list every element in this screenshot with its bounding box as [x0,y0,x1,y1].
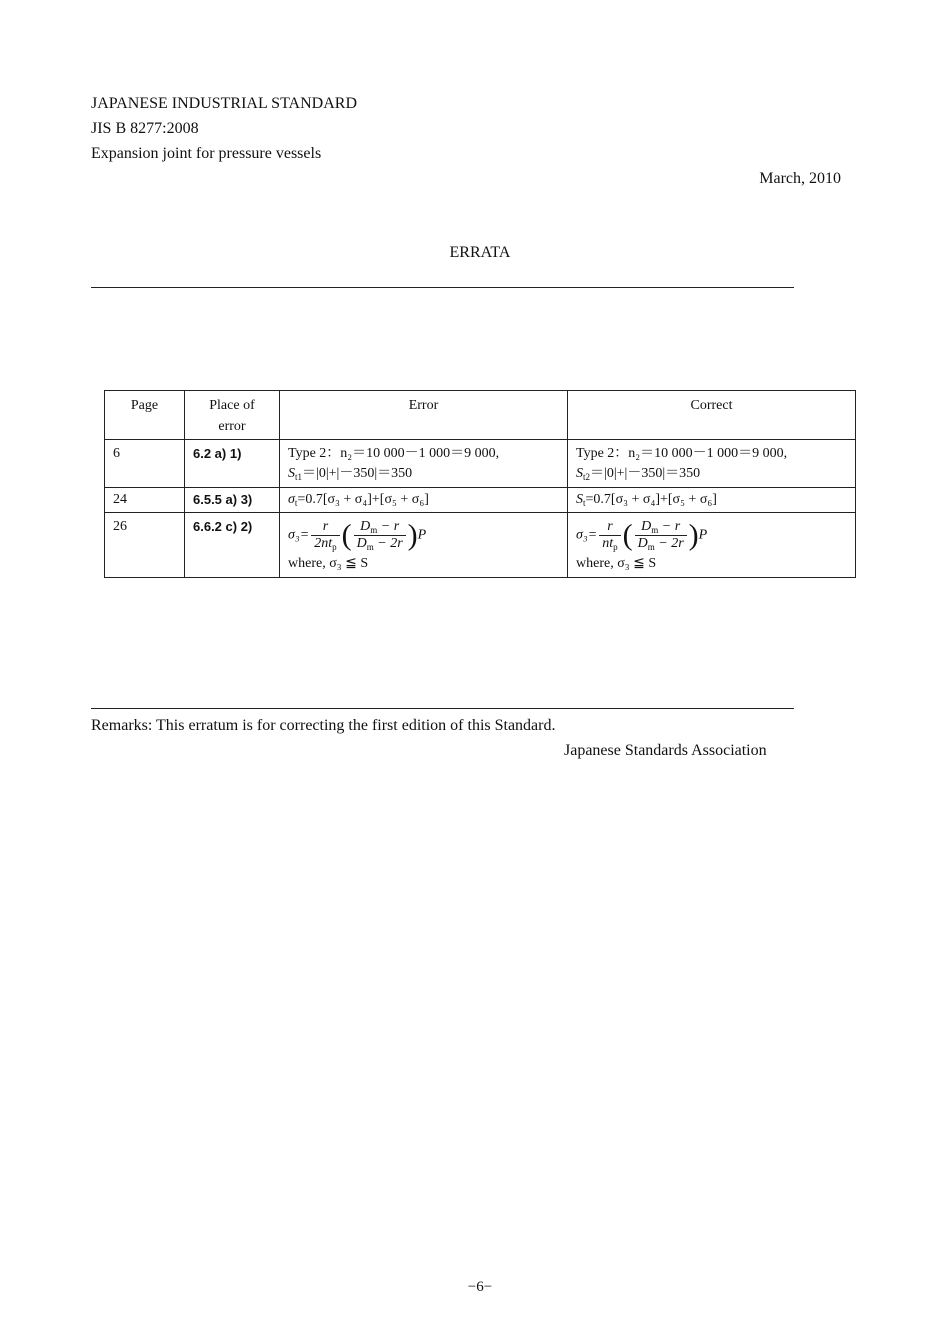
fraction-num [357,519,402,535]
den-text: nt [602,536,614,551]
den-sub: m [366,542,374,552]
issue-date: March, 2010 [759,170,841,187]
fraction-num: r [322,519,329,534]
fraction-num [638,519,683,535]
den-var: D [356,536,367,551]
top-divider [91,287,794,288]
formula-lhs: σ₃= [576,527,598,543]
fraction-2 [635,519,687,552]
correct-formula [576,519,707,552]
header-correct: Correct [568,391,856,440]
paren-close: ) [688,518,699,552]
standard-number: JIS B 8277:2008 [91,120,199,137]
fraction-1 [599,519,620,552]
page-title: ERRATA [449,244,511,261]
association-name: Japanese Standards Association [564,742,767,759]
error-line2 [288,464,559,484]
num-rest: − r [658,519,681,534]
correct-line2 [576,464,847,484]
den-rest: − 2r [654,536,684,551]
formula-tail: P [698,527,708,543]
row-page: 26 [105,513,185,578]
row-page: 6 [105,440,185,488]
formula-var: S [288,466,295,481]
num-rest: − r [377,519,400,534]
num-var: D [360,519,371,534]
row-correct [568,440,856,488]
num-sub: m [370,525,378,535]
row-place: 6.5.5 a) 3) [185,488,280,513]
fraction-den [635,535,687,552]
fraction-den [311,535,339,552]
paren-open: ( [341,518,352,552]
errata-table [104,390,856,578]
formula-sub: t [294,498,298,508]
error-line1: Type 2：n₂＝10 000－1 000＝9 000, [288,446,500,461]
table-header-row [105,391,856,440]
row-error [280,488,568,513]
page-number: −6− [467,1279,493,1295]
formula-lhs: σ₃= [288,527,310,543]
standard-category: JAPANESE INDUSTRIAL STANDARD [91,95,357,112]
den-sub: p [613,542,618,552]
num-var: D [641,519,652,534]
remarks-text: Remarks: This erratum is for correcting the first edition of this Standard. [91,717,556,734]
header-page: Page [105,391,185,440]
paren-open: ( [622,518,633,552]
table-row [105,440,856,488]
den-rest: − 2r [373,536,403,551]
formula-rest: ＝|0|+|－350|＝350 [590,466,701,481]
row-error [280,513,568,578]
fraction-2 [354,519,406,552]
fraction-num: r [607,519,613,534]
row-correct [568,513,856,578]
formula-tail: P [417,527,427,543]
formula-rhs: =0.7[σ₃ + σ₄]+[σ₅ + σ₆] [585,492,717,507]
formula-sub: t1 [295,472,303,482]
bottom-divider [91,708,794,709]
where-clause: where, σ₃ ≦ S [576,556,657,571]
formula-rhs: =0.7[σ₃ + σ₄]+[σ₅ + σ₆] [297,492,429,507]
table-row [105,513,856,578]
error-formula [288,519,426,552]
fraction-1 [311,519,339,552]
fraction-den [354,535,406,552]
den-text: 2nt [314,536,333,551]
formula-lhs: S [576,492,583,507]
num-sub: m [651,525,659,535]
fraction-den [599,535,620,552]
table-row [105,488,856,513]
row-correct [568,488,856,513]
formula-sub: t2 [583,472,591,482]
formula-rest: ＝|0|+|－350|＝350 [302,466,413,481]
formula-var: S [576,466,583,481]
paren-close: ) [407,518,418,552]
correct-line1: Type 2：n₂＝10 000－1 000＝9 000, [576,446,788,461]
den-var: D [637,536,648,551]
formula-sub: t [583,498,586,508]
header-place: Place of error [185,391,280,440]
den-sub: m [647,542,655,552]
row-error [280,440,568,488]
header-error: Error [280,391,568,440]
row-place: 6.6.2 c) 2) [185,513,280,578]
where-clause: where, σ₃ ≦ S [288,556,369,571]
row-place: 6.2 a) 1) [185,440,280,488]
den-sub: p [332,542,337,552]
formula-lhs: σ [288,492,295,507]
standard-title: Expansion joint for pressure vessels [91,145,322,162]
row-page: 24 [105,488,185,513]
